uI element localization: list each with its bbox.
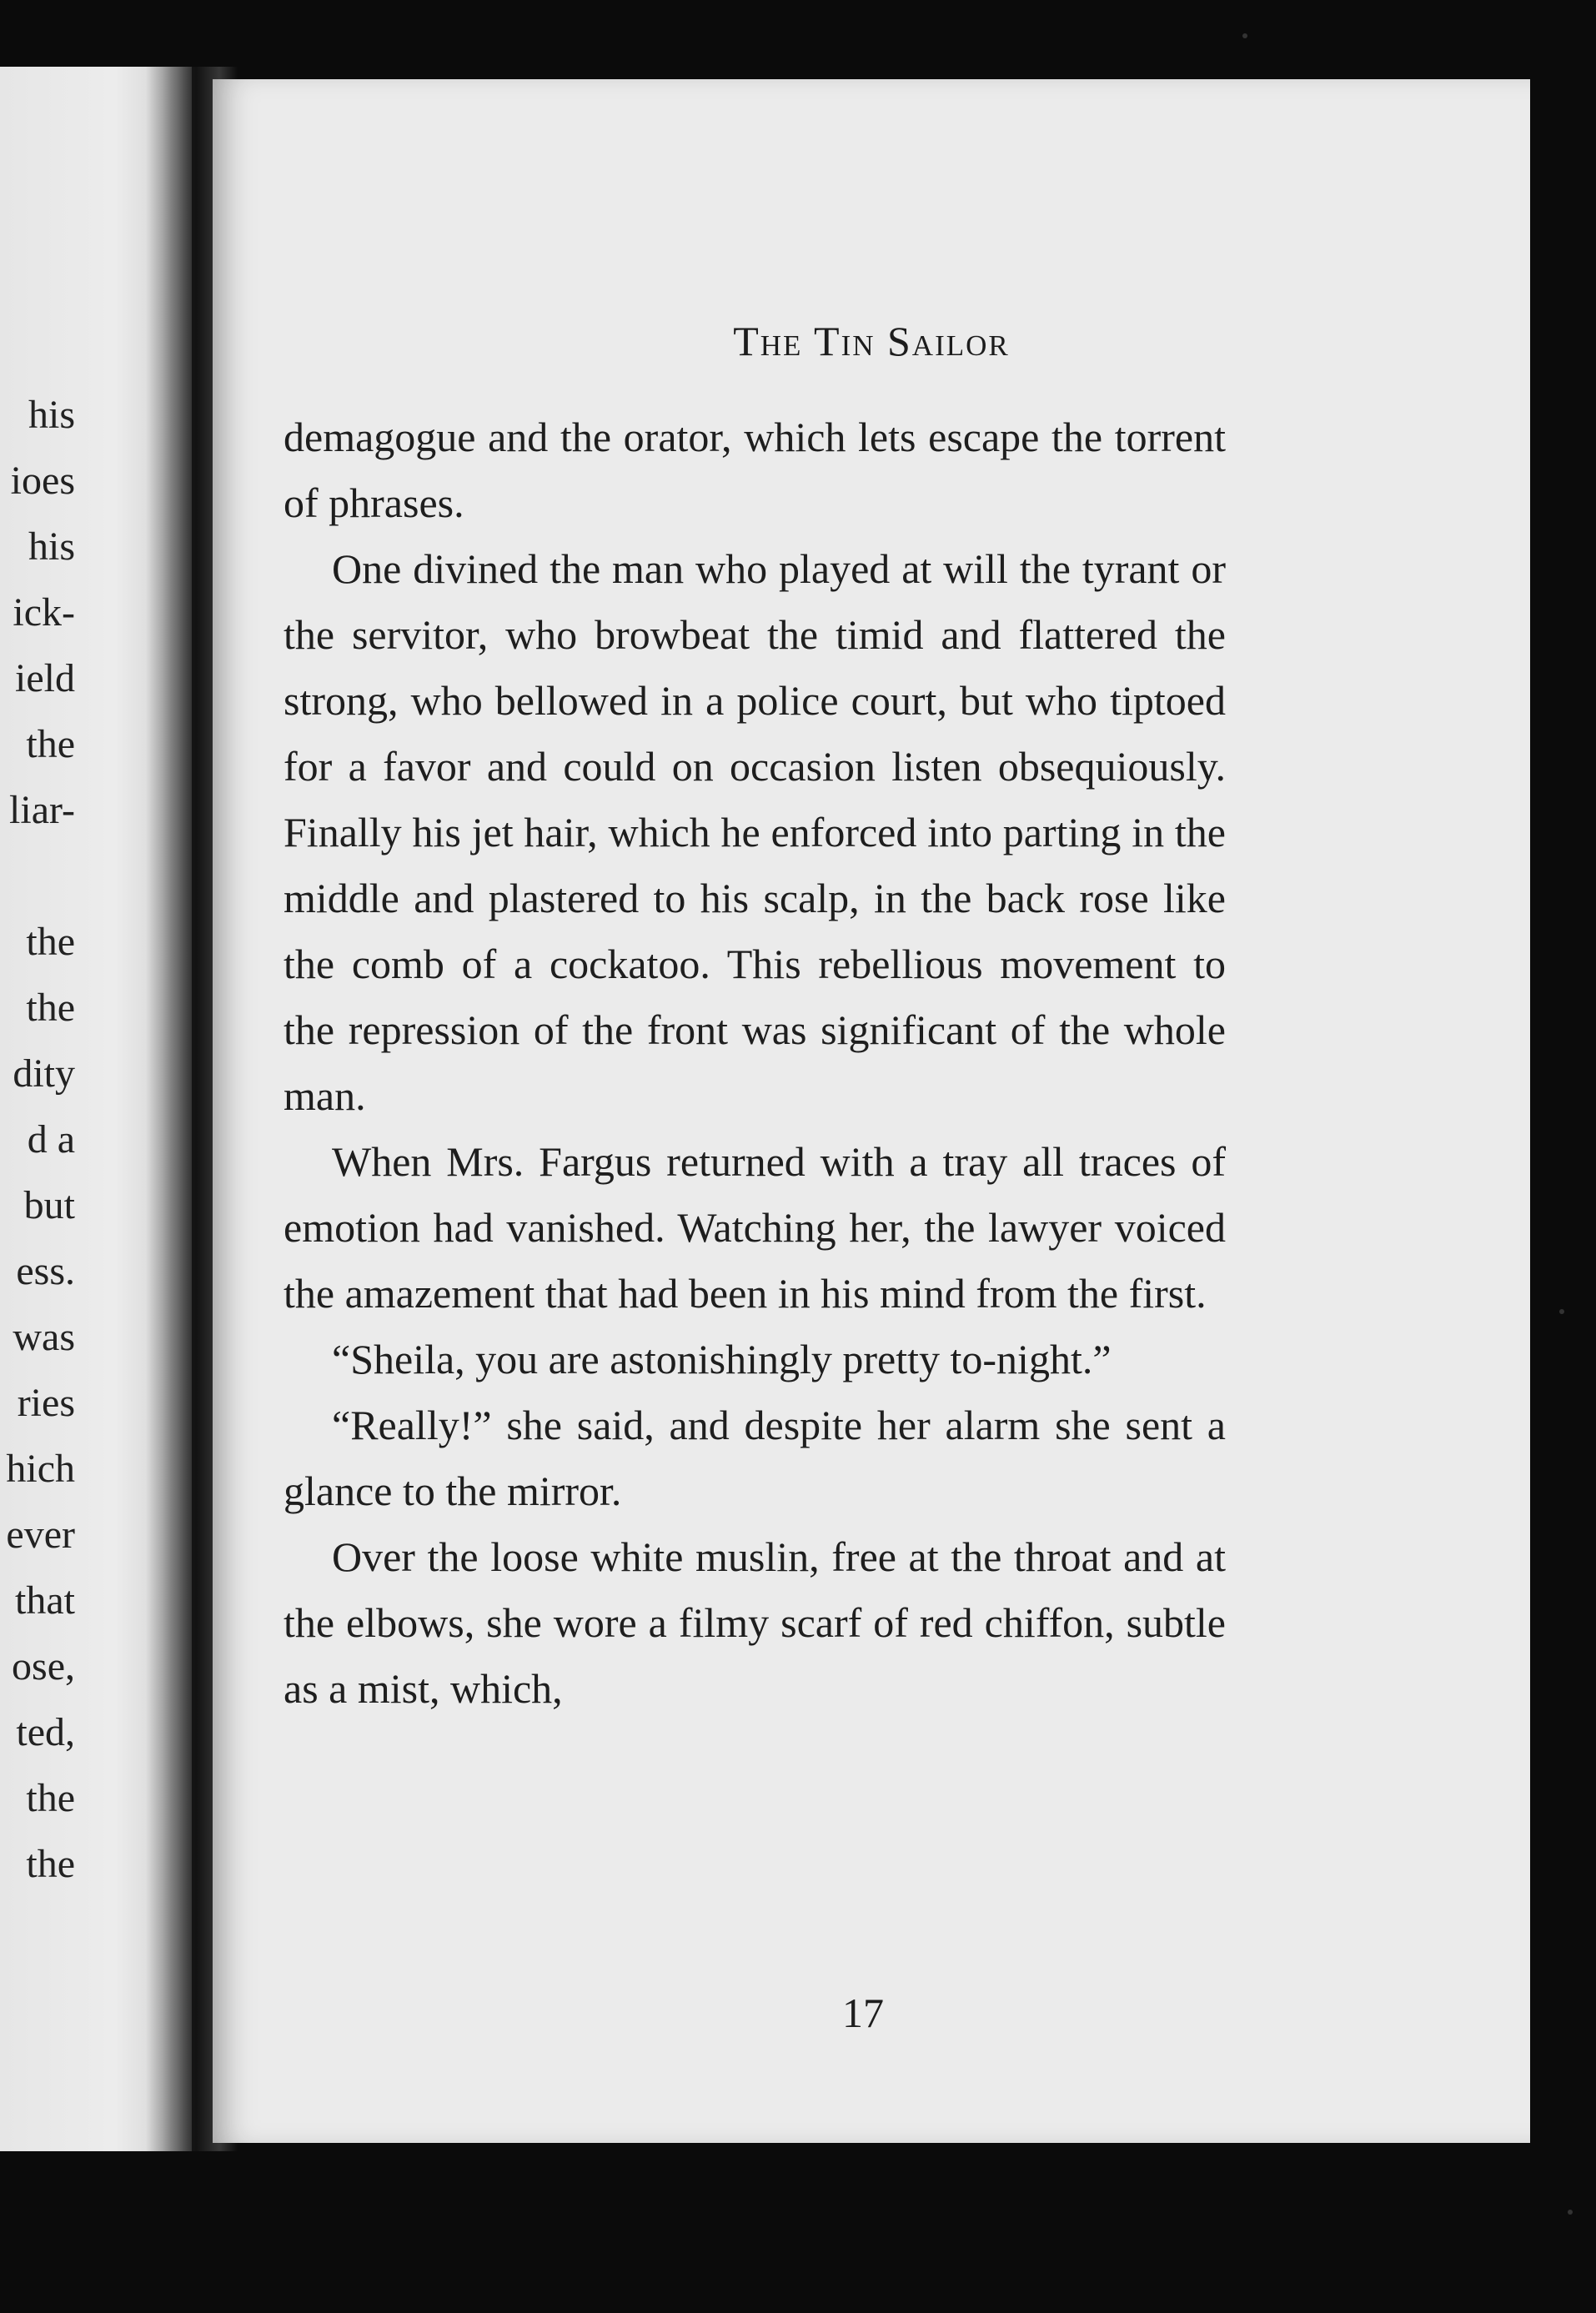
facing-line: the: [26, 722, 75, 766]
facing-line: ries: [17, 1381, 75, 1425]
facing-line: ield: [15, 656, 75, 700]
facing-line: ever: [6, 1513, 75, 1557]
facing-line: hich: [6, 1447, 75, 1491]
facing-line: dity: [13, 1051, 75, 1096]
page-number: 17: [842, 1989, 884, 2036]
facing-line: ess.: [16, 1249, 75, 1293]
scan-speck: [1568, 2210, 1573, 2215]
facing-line: was: [13, 1315, 75, 1359]
facing-line: the: [26, 920, 75, 964]
facing-line: ted,: [16, 1710, 75, 1754]
facing-line: that: [15, 1578, 75, 1623]
facing-line: the: [26, 986, 75, 1030]
paragraph: “Sheila, you are astonishingly pretty to-night.”: [332, 1336, 1112, 1382]
scan-speck: [1559, 1309, 1564, 1314]
facing-line: his: [28, 393, 75, 437]
facing-line: ick-: [13, 590, 75, 635]
paragraph: “Really!” she said, and despite her alarm she sent a glance to the mirror.: [284, 1402, 1226, 1514]
paragraph: When Mrs. Fargus returned with a tray all traces of emotion had vanished. Watching her, the lawyer voiced the amazement that had been in his mind from the first.: [284, 1138, 1226, 1317]
facing-line: the: [26, 1776, 75, 1820]
paragraph: One divined the man who played at will the tyrant or the servitor, who browbeat the timid and flattered the strong, who bellowed in a police court, but who tiptoed for a favor and could on occasion listen obsequiously. Finally his jet hair, which he enforced into parting in the middle and plastered to his scalp, in the back rose like the comb of a cockatoo. This rebellious movement to the repression of the front was significant of the whole man.: [284, 545, 1226, 1119]
book-page: [213, 79, 1530, 2143]
facing-line: but: [23, 1183, 75, 1227]
facing-line: ose,: [12, 1644, 75, 1688]
facing-line: the: [26, 1842, 75, 1886]
paragraph: Over the loose white muslin, free at the throat and at the elbows, she wore a filmy scarf of red chiffon, subtle as a mist, which,: [284, 1533, 1226, 1712]
paragraph: demagogue and the orator, which lets escape the torrent of phrases.: [284, 414, 1226, 526]
scan-speck: [1242, 33, 1247, 38]
running-head: The Tin Sailor: [733, 318, 1010, 364]
facing-line: ioes: [10, 459, 75, 503]
facing-line: liar-: [9, 788, 75, 832]
facing-line: d a: [27, 1117, 75, 1162]
page-body-text: [284, 404, 1226, 1722]
facing-line: his: [28, 524, 75, 569]
